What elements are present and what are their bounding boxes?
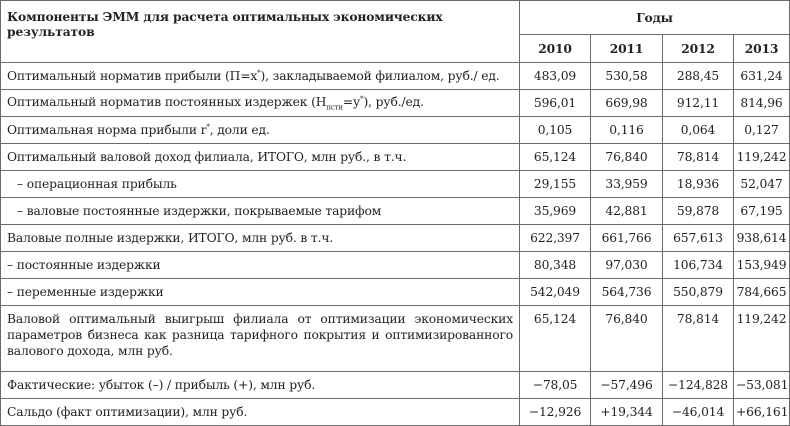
row-label: Оптимальный валовой доход филиала, ИТОГО, млн руб., в т.ч.	[1, 144, 520, 171]
cell: −46,014	[663, 399, 734, 426]
row-label: Фактические: убыток (–) / прибыль (+), млн руб.	[1, 372, 520, 399]
cell: 938,614	[734, 225, 790, 252]
years-header: Годы	[520, 1, 790, 35]
cell: 0,116	[591, 117, 663, 144]
cell: 33,959	[591, 171, 663, 198]
cell: 76,840	[591, 144, 663, 171]
cell: 669,98	[591, 90, 663, 117]
cell: 0,064	[663, 117, 734, 144]
year-2013: 2013	[734, 35, 790, 63]
table-row	[1, 198, 790, 225]
cell: 80,348	[520, 252, 591, 279]
cell: 814,96	[734, 90, 790, 117]
cell: 18,936	[663, 171, 734, 198]
year-2012: 2012	[663, 35, 734, 63]
table-row	[1, 63, 790, 90]
cell: −57,496	[591, 372, 663, 399]
cell: 59,878	[663, 198, 734, 225]
cell: 530,58	[591, 63, 663, 90]
row-label: Валовые полные издержки, ИТОГО, млн руб. в т.ч.	[1, 225, 520, 252]
cell: 119,242	[734, 306, 790, 372]
cell: 97,030	[591, 252, 663, 279]
row-label: – постоянные издержки	[1, 252, 520, 279]
cell: 29,155	[520, 171, 591, 198]
cell: 596,01	[520, 90, 591, 117]
cell: 153,949	[734, 252, 790, 279]
year-2010: 2010	[520, 35, 591, 63]
table-row	[1, 225, 790, 252]
row-label: Оптимальный норматив постоянных издержек $(Н_{пстн}=у^*)$, руб./ед.	[1, 90, 520, 117]
cell: 784,665	[734, 279, 790, 306]
cell: 631,24	[734, 63, 790, 90]
cell: 52,047	[734, 171, 790, 198]
cell: 67,195	[734, 198, 790, 225]
cell: 0,127	[734, 117, 790, 144]
table-row	[1, 144, 790, 171]
cell: −53,081	[734, 372, 790, 399]
cell: 42,881	[591, 198, 663, 225]
cell: 106,734	[663, 252, 734, 279]
cell: +66,161	[734, 399, 790, 426]
row-label: – операционная прибыль	[1, 171, 520, 198]
row-label: Оптимальный норматив прибыли (П=х*), закладываемой филиалом, руб./ ед.	[1, 63, 520, 90]
table-row	[1, 252, 790, 279]
cell: −12,926	[520, 399, 591, 426]
table-row	[1, 90, 790, 117]
row-label: – переменные издержки	[1, 279, 520, 306]
cell: 78,814	[663, 144, 734, 171]
components-header: Компоненты ЭММ для расчета оптимальных экономических результатов	[1, 1, 520, 63]
cell: 0,105	[520, 117, 591, 144]
cell: 288,45	[663, 63, 734, 90]
table-row	[1, 399, 790, 426]
cell: 564,736	[591, 279, 663, 306]
table-row	[1, 117, 790, 144]
row-label: Оптимальная норма прибыли r*, доли ед.	[1, 117, 520, 144]
cell: −78,05	[520, 372, 591, 399]
cell: −124,828	[663, 372, 734, 399]
cell: 912,11	[663, 90, 734, 117]
cell: 65,124	[520, 306, 591, 372]
table-row	[1, 372, 790, 399]
row-label: – валовые постоянные издержки, покрываемые тарифом	[1, 198, 520, 225]
cell: +19,344	[591, 399, 663, 426]
table-row	[1, 306, 790, 372]
table-row	[1, 171, 790, 198]
cell: 657,613	[663, 225, 734, 252]
cell: 483,09	[520, 63, 591, 90]
cell: 35,969	[520, 198, 591, 225]
cell: 78,814	[663, 306, 734, 372]
row-label: Валовой оптимальный выигрыш филиала от оптимизации экономических параметров бизнеса как разница тарифного покрытия и оптимизированного валового дохода, млн руб.	[1, 306, 520, 372]
cell: 550,879	[663, 279, 734, 306]
cell: 76,840	[591, 306, 663, 372]
cell: 119,242	[734, 144, 790, 171]
cell: 542,049	[520, 279, 591, 306]
cell: 65,124	[520, 144, 591, 171]
cell: 622,397	[520, 225, 591, 252]
cell: 661,766	[591, 225, 663, 252]
row-label: Сальдо (факт оптимизации), млн руб.	[1, 399, 520, 426]
table-row	[1, 279, 790, 306]
year-2011: 2011	[591, 35, 663, 63]
